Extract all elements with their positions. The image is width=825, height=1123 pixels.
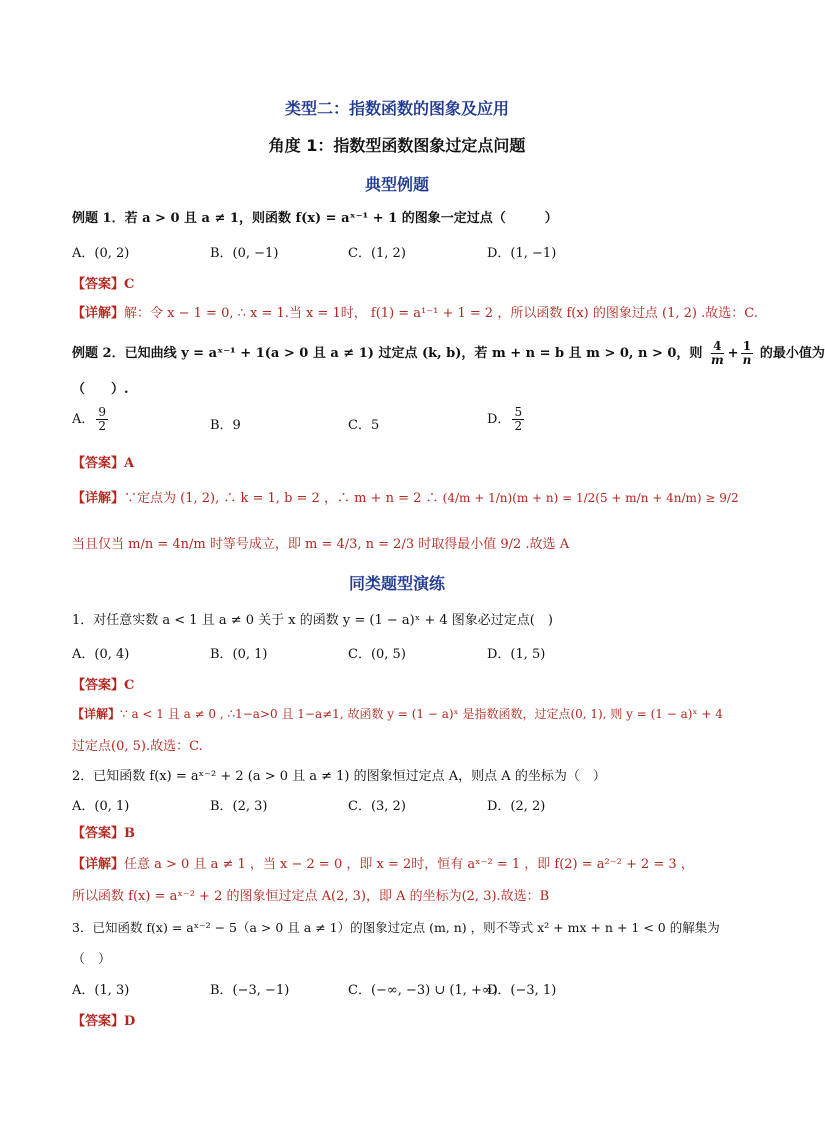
example-2-stem-tail: 的最小值为 xyxy=(759,346,825,361)
fraction-1-over-n xyxy=(741,340,754,367)
example-2-stem xyxy=(72,340,825,367)
detail-tag: 【详解】 xyxy=(72,707,121,721)
option-label: A． xyxy=(72,412,95,427)
answer-tag: 【答案】 xyxy=(72,456,125,471)
practice-2-option-c: C．(3, 2) xyxy=(348,799,406,814)
answer-tag: 【答案】 xyxy=(72,678,125,693)
example-1-answer xyxy=(72,273,134,292)
practice-1-option-c: C．(0, 5) xyxy=(348,647,406,662)
answer-value: D xyxy=(124,1014,136,1029)
detail-equation: (4/m + 1/n)(m + n) = 1/2(5 + m/n + 4n/m) ≥ 9/2 xyxy=(442,491,739,505)
detail-tag: 【详解】 xyxy=(72,857,125,872)
answer-value: C xyxy=(124,678,135,693)
practice-1-answer xyxy=(72,674,134,693)
practice-1-detail-line2: 过定点(0, 5).故选：C. xyxy=(72,739,203,754)
example-1-option-b: B．(0, −1) xyxy=(210,246,279,261)
practice-title: 同类题型演练 xyxy=(348,574,445,593)
practice-3-option-b: B．(−3, −1) xyxy=(210,983,290,998)
practice-1-detail xyxy=(72,705,723,722)
practice-3-option-d: D．(−3, 1) xyxy=(487,983,557,998)
plus-sign: + xyxy=(727,346,739,361)
practice-3-stem-line2: （ ） xyxy=(72,952,112,967)
option-label: D． xyxy=(487,412,511,427)
practice-2-detail xyxy=(72,853,694,872)
example-1-stem: 例题 1．若 a > 0 且 a ≠ 1，则函数 f(x) = aˣ⁻¹ + 1 的图象一定过点（ ） xyxy=(72,211,558,226)
fraction-4-over-m xyxy=(709,340,726,367)
fraction-5-over-2 xyxy=(512,406,524,433)
example-2-option-b: B．9 xyxy=(210,418,241,433)
example-2-detail xyxy=(72,487,739,506)
numerator: 5 xyxy=(514,405,523,419)
numerator: 4 xyxy=(713,339,722,353)
practice-2-option-a: A．(0, 1) xyxy=(72,799,130,814)
detail-text: 解：令 x − 1 = 0, ∴ x = 1.当 x = 1时， f(1) = a¹⁻¹ + 1 = 2 ，所以函数 f(x) 的图象过点 (1, 2) .故选：C. xyxy=(124,306,758,321)
numerator: 1 xyxy=(742,339,752,353)
answer-tag: 【答案】 xyxy=(72,1014,125,1029)
practice-3-option-c: C．(−∞, −3) ∪ (1, +∞) xyxy=(348,983,498,998)
practice-1-option-b: B．(0, 1) xyxy=(210,647,268,662)
angle-title: 角度 1：指数型函数图象过定点问题 xyxy=(268,136,526,155)
answer-value: C xyxy=(124,277,135,292)
section-title: 类型二：指数函数的图象及应用 xyxy=(284,99,509,118)
denominator: 2 xyxy=(98,419,107,433)
practice-2-option-b: B．(2, 3) xyxy=(210,799,268,814)
example-1-option-c: C．(1, 2) xyxy=(348,246,406,261)
example-1-option-d: D．(1, −1) xyxy=(487,246,557,261)
practice-1-stem: 1．对任意实数 a < 1 且 a ≠ 0 关于 x 的函数 y = (1 − a)ˣ + 4 图象必过定点( ) xyxy=(72,613,553,628)
detail-text: ∵定点为 (1, 2), ∴ k = 1, b = 2 ，∴ m + n = 2 ∴ xyxy=(124,491,439,506)
answer-tag: 【答案】 xyxy=(72,277,125,292)
practice-2-stem: 2．已知函数 f(x) = aˣ⁻² + 2 (a > 0 且 a ≠ 1) 的图象恒过定点 A，则点 A 的坐标为（ ） xyxy=(72,769,606,784)
example-2-option-c: C．5 xyxy=(348,418,380,433)
practice-2-option-d: D．(2, 2) xyxy=(487,799,546,814)
detail-tag: 【详解】 xyxy=(72,306,125,321)
denominator: 2 xyxy=(514,419,523,433)
practice-3-stem: 3．已知函数 f(x) = aˣ⁻² − 5（a > 0 且 a ≠ 1）的图象过定点 (m, n) ，则不等式 x² + mx + n + 1 < 0 的解集为 xyxy=(72,920,720,935)
example-2-stem-text: 例题 2．已知曲线 y = aˣ⁻¹ + 1(a > 0 且 a ≠ 1) 过定点 (k, b)，若 m + n = b 且 m > 0, n > 0，则 xyxy=(72,346,703,361)
fraction-9-over-2 xyxy=(96,406,108,433)
example-2-stem-line2: （ ）. xyxy=(72,382,129,397)
denominator: n xyxy=(742,353,752,367)
example-2-answer xyxy=(72,452,134,471)
denominator: m xyxy=(710,353,724,367)
practice-2-detail-line2: 所以函数 f(x) = aˣ⁻² + 2 的图象恒过定点 A(2, 3)，即 A 的坐标为(2, 3).故选：B xyxy=(72,889,550,904)
typical-examples-title: 典型例题 xyxy=(364,175,429,194)
answer-tag: 【答案】 xyxy=(72,826,125,841)
detail-text: 任意 a > 0 且 a ≠ 1 ，当 x − 2 = 0 ，即 x = 2时，恒有 aˣ⁻² = 1 ，即 f(2) = a²⁻² + 2 = 3 ， xyxy=(124,857,694,872)
practice-1-option-d: D．(1, 5) xyxy=(487,647,546,662)
practice-3-option-a: A．(1, 3) xyxy=(72,983,130,998)
example-2-detail-line2: 当且仅当 m/n = 4n/m 时等号成立，即 m = 4/3, n = 2/3 时取得最小值 9/2 .故选 A xyxy=(72,537,570,552)
detail-tag: 【详解】 xyxy=(72,491,125,506)
answer-value: A xyxy=(124,456,135,471)
practice-2-answer xyxy=(72,822,135,841)
practice-1-option-a: A．(0, 4) xyxy=(72,647,130,662)
detail-text: ∵ a < 1 且 a ≠ 0 , ∴1−a>0 且 1−a≠1, 故函数 y = (1 − a)ˣ 是指数函数，过定点(0, 1), 则 y = (1 − a)ˣ + 4 xyxy=(120,707,723,721)
practice-3-answer xyxy=(72,1010,135,1029)
example-2-option-d xyxy=(487,406,526,433)
numerator: 9 xyxy=(98,405,107,419)
answer-value: B xyxy=(124,826,136,841)
example-2-option-a xyxy=(72,406,110,433)
example-1-option-a: A．(0, 2) xyxy=(72,246,130,261)
example-1-detail xyxy=(72,302,758,321)
